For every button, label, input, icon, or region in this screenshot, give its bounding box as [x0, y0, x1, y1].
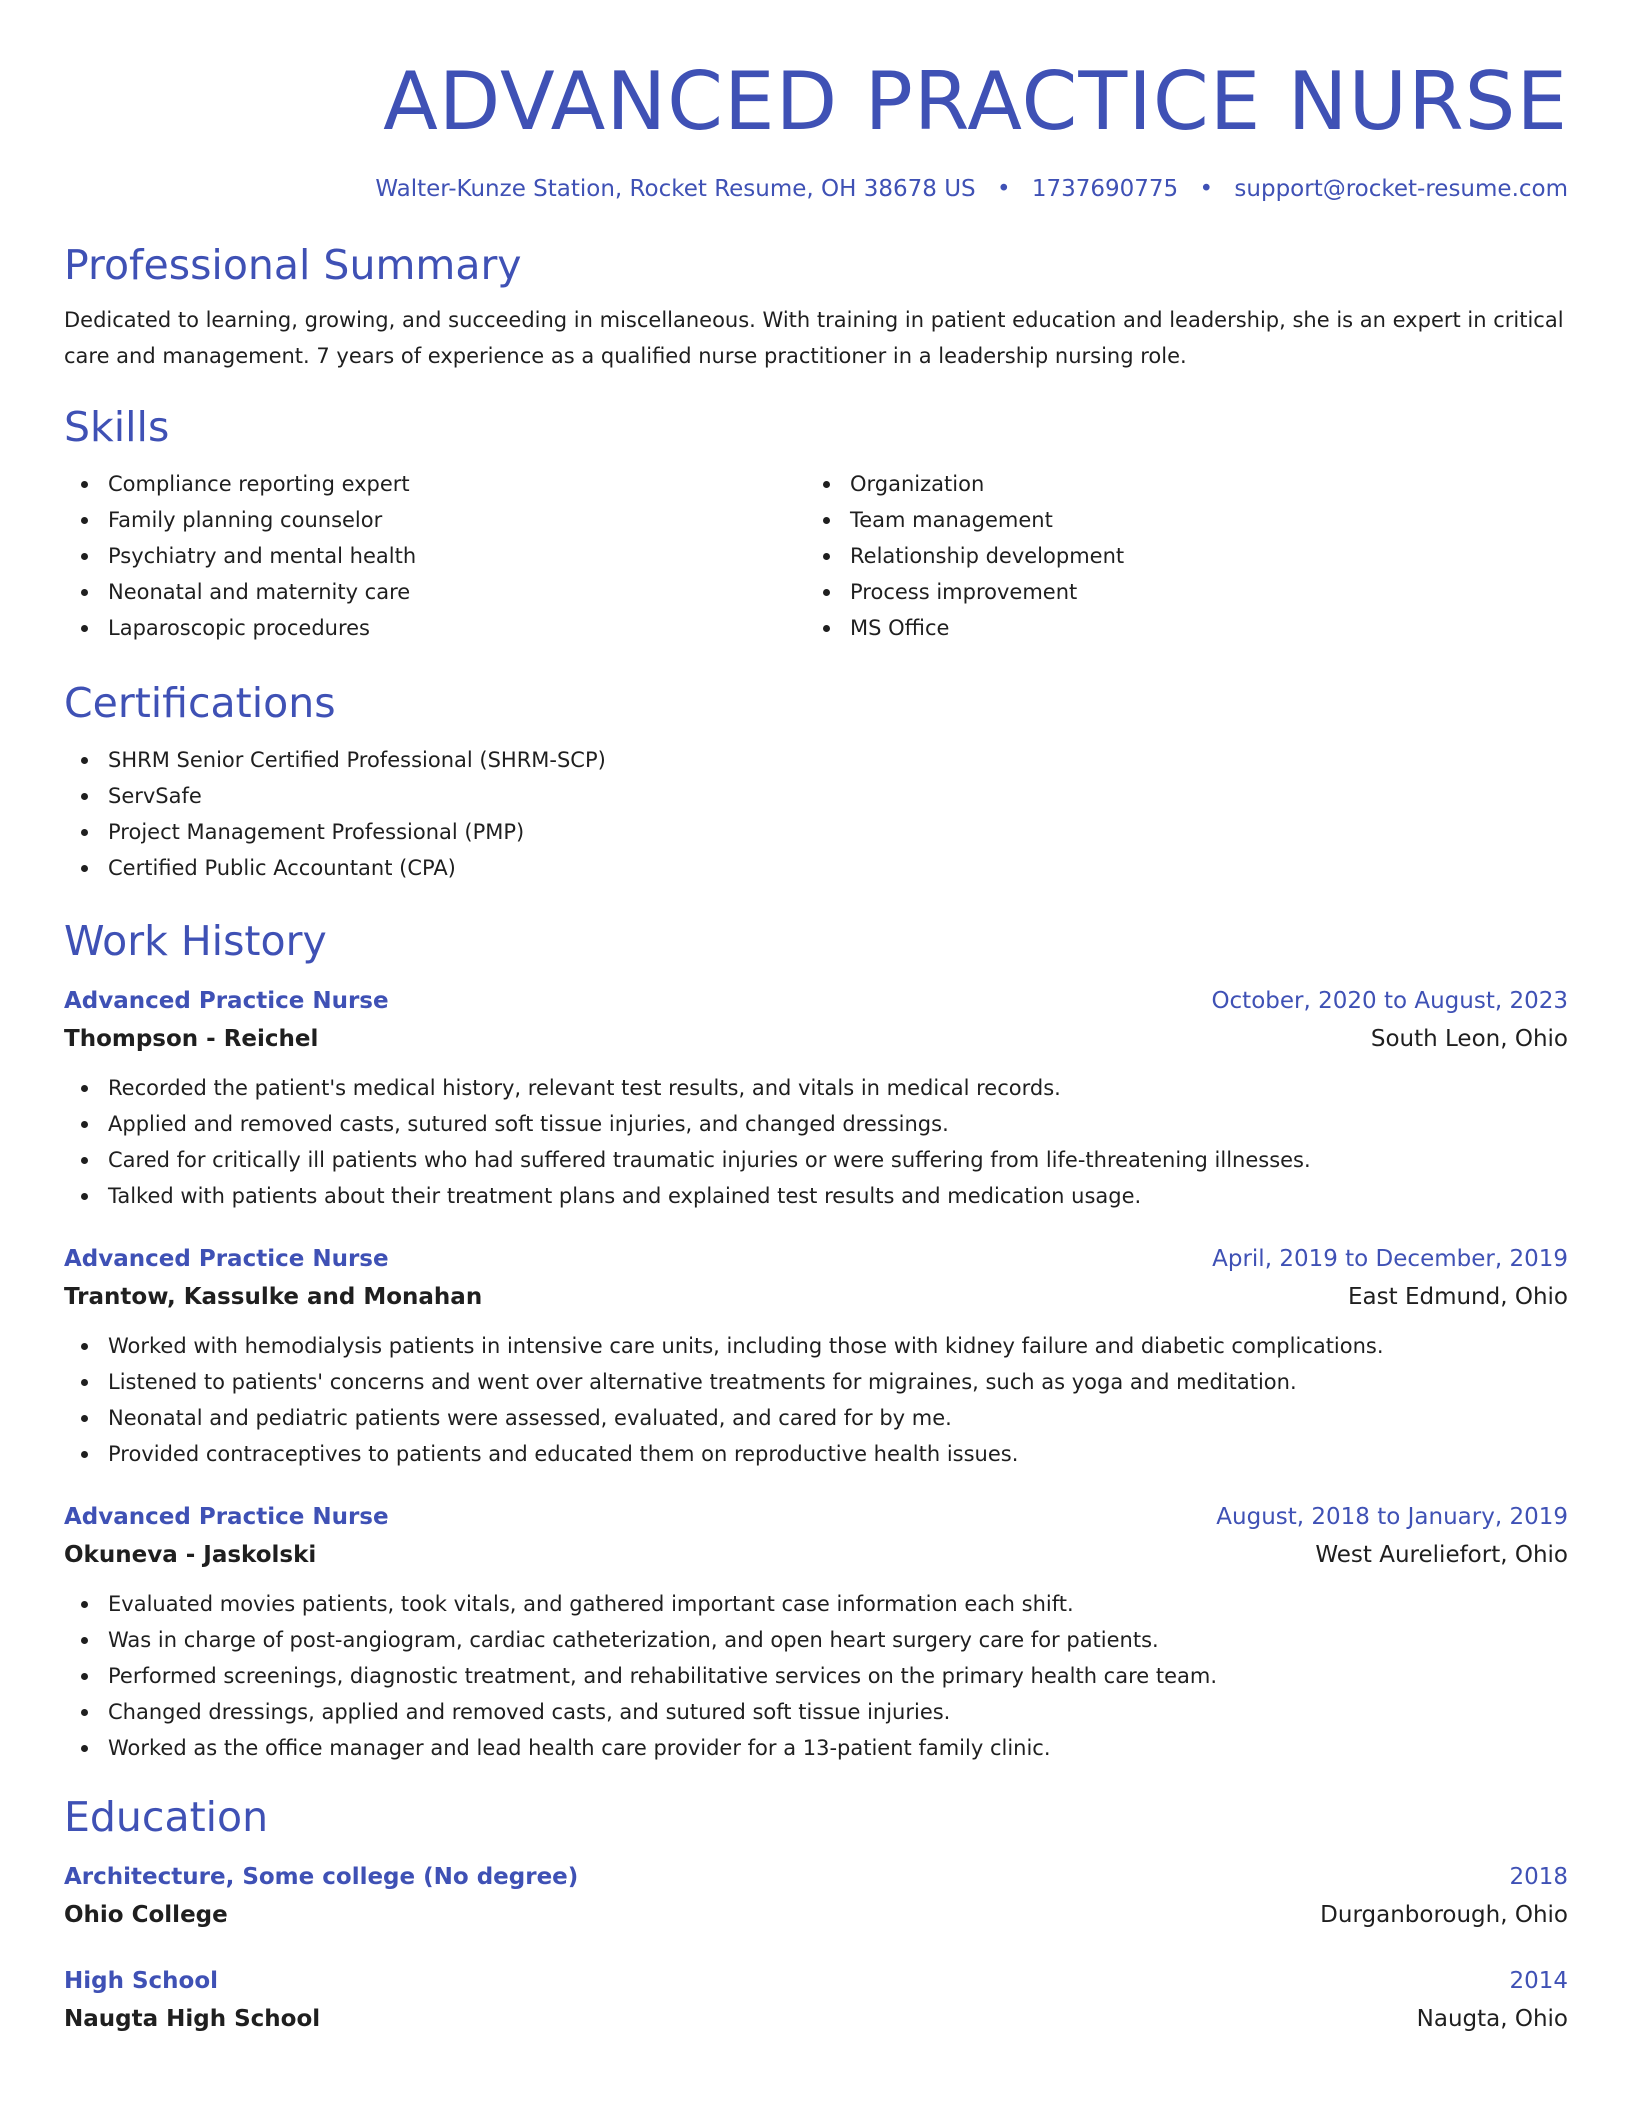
job-entry	[64, 982, 1568, 1214]
skill-item: Compliance reporting expert	[64, 466, 806, 502]
certifications-section	[64, 676, 1568, 886]
education-section	[64, 1790, 1568, 2038]
job-duty: Cared for critically ill patients who had suffered traumatic injuries or were suffering from life-threatening illnesses.	[64, 1142, 1568, 1178]
job-company: Thompson - Reichel	[64, 1026, 319, 1052]
job-location: West Aureliefort, Ohio	[1315, 1542, 1568, 1568]
job-company-row	[64, 1536, 1568, 1574]
job-title-row	[64, 982, 1568, 1020]
contact-separator: •	[996, 176, 1011, 202]
job-company-row	[64, 1278, 1568, 1316]
job-dates: October, 2020 to August, 2023	[1211, 988, 1568, 1014]
job-dates: April, 2019 to December, 2019	[1212, 1246, 1568, 1272]
skills-section	[64, 400, 1568, 646]
job-duties-list	[64, 1328, 1568, 1472]
job-company-row	[64, 1020, 1568, 1058]
job-role: Advanced Practice Nurse	[64, 1246, 389, 1272]
job-duty: Worked with hemodialysis patients in intensive care units, including those with kidney failure and diabetic complications.	[64, 1328, 1568, 1364]
summary-text: Dedicated to learning, growing, and succeeding in miscellaneous. With training in patient education and leadership, she is an expert in critical care and management. 7 years of experience as a qualified nurse practitioner in a leadership nursing role.	[64, 308, 1564, 368]
job-duty: Listened to patients' concerns and went over alternative treatments for migraines, such as yoga and meditation.	[64, 1364, 1568, 1400]
skill-item: Psychiatry and mental health	[64, 538, 806, 574]
education-degree-row	[64, 1858, 1568, 1896]
job-duty: Changed dressings, applied and removed casts, and sutured soft tissue injuries.	[64, 1694, 1568, 1730]
job-duty: Worked as the office manager and lead health care provider for a 13-patient family clinic.	[64, 1730, 1568, 1766]
education-entry	[64, 1962, 1568, 2038]
job-title-row	[64, 1240, 1568, 1278]
education-school: Naugta High School	[64, 2006, 321, 2032]
section-title-skills: Skills	[64, 403, 170, 451]
resume-name: ADVANCED PRACTICE NURSE	[383, 55, 1568, 148]
job-entry	[64, 1498, 1568, 1766]
contact-address: Walter-Kunze Station, Rocket Resume, OH 38678 US	[375, 176, 976, 202]
job-duty: Talked with patients about their treatment plans and explained test results and medication usage.	[64, 1178, 1568, 1214]
job-company: Trantow, Kassulke and Monahan	[64, 1284, 483, 1310]
skill-item: Process improvement	[806, 574, 1548, 610]
certification-item: Certified Public Accountant (CPA)	[64, 850, 1568, 886]
education-year: 2018	[1509, 1864, 1568, 1890]
certification-item: Project Management Professional (PMP)	[64, 814, 1568, 850]
certification-item: ServSafe	[64, 778, 1568, 814]
job-duty: Provided contraceptives to patients and educated them on reproductive health issues.	[64, 1436, 1568, 1472]
resume-header	[64, 0, 1568, 204]
contact-separator: •	[1199, 176, 1214, 202]
contact-email[interactable]: support@rocket-resume.com	[1234, 176, 1568, 202]
job-dates: August, 2018 to January, 2019	[1216, 1504, 1568, 1530]
job-role: Advanced Practice Nurse	[64, 1504, 389, 1530]
job-company: Okuneva - Jaskolski	[64, 1542, 317, 1568]
job-duty: Recorded the patient's medical history, relevant test results, and vitals in medical records.	[64, 1070, 1568, 1106]
job-duty: Applied and removed casts, sutured soft tissue injuries, and changed dressings.	[64, 1106, 1568, 1142]
education-degree-row	[64, 1962, 1568, 2000]
job-entry	[64, 1240, 1568, 1472]
skill-item: Team management	[806, 502, 1548, 538]
summary-section	[64, 238, 1568, 374]
section-title-certifications: Certifications	[64, 679, 336, 727]
skill-item: Relationship development	[806, 538, 1548, 574]
certifications-list	[64, 742, 1568, 886]
job-duty: Performed screenings, diagnostic treatment, and rehabilitative services on the primary health care team.	[64, 1658, 1568, 1694]
contact-line	[64, 174, 1568, 204]
skill-item: Organization	[806, 466, 1548, 502]
skills-list-right	[806, 466, 1548, 646]
education-school: Ohio College	[64, 1902, 228, 1928]
skill-item: Laparoscopic procedures	[64, 610, 806, 646]
contact-phone: 1737690775	[1031, 176, 1179, 202]
section-title-education: Education	[64, 1793, 269, 1841]
education-entry	[64, 1858, 1568, 1934]
job-location: South Leon, Ohio	[1370, 1026, 1568, 1052]
education-school-row	[64, 2000, 1568, 2038]
skill-item: MS Office	[806, 610, 1548, 646]
education-school-row	[64, 1896, 1568, 1934]
skills-list-left	[64, 466, 806, 646]
job-duties-list	[64, 1070, 1568, 1214]
job-location: East Edmund, Ohio	[1348, 1284, 1568, 1310]
section-title-summary: Professional Summary	[64, 241, 522, 289]
job-duty: Neonatal and pediatric patients were assessed, evaluated, and cared for by me.	[64, 1400, 1568, 1436]
job-title-row	[64, 1498, 1568, 1536]
job-duties-list	[64, 1586, 1568, 1766]
skills-grid	[64, 466, 1568, 646]
education-year: 2014	[1509, 1968, 1568, 1994]
education-degree: High School	[64, 1968, 219, 1994]
job-role: Advanced Practice Nurse	[64, 988, 389, 1014]
job-duty: Evaluated movies patients, took vitals, and gathered important case information each shift.	[64, 1586, 1568, 1622]
education-location: Naugta, Ohio	[1416, 2006, 1568, 2032]
skill-item: Neonatal and maternity care	[64, 574, 806, 610]
skill-item: Family planning counselor	[64, 502, 806, 538]
education-location: Durganborough, Ohio	[1320, 1902, 1568, 1928]
section-title-work-history: Work History	[64, 917, 327, 965]
job-duty: Was in charge of post-angiogram, cardiac catheterization, and open heart surgery care for patients.	[64, 1622, 1568, 1658]
work-history-section	[64, 914, 1568, 1766]
education-degree: Architecture, Some college (No degree)	[64, 1864, 579, 1890]
certification-item: SHRM Senior Certified Professional (SHRM-SCP)	[64, 742, 1568, 778]
